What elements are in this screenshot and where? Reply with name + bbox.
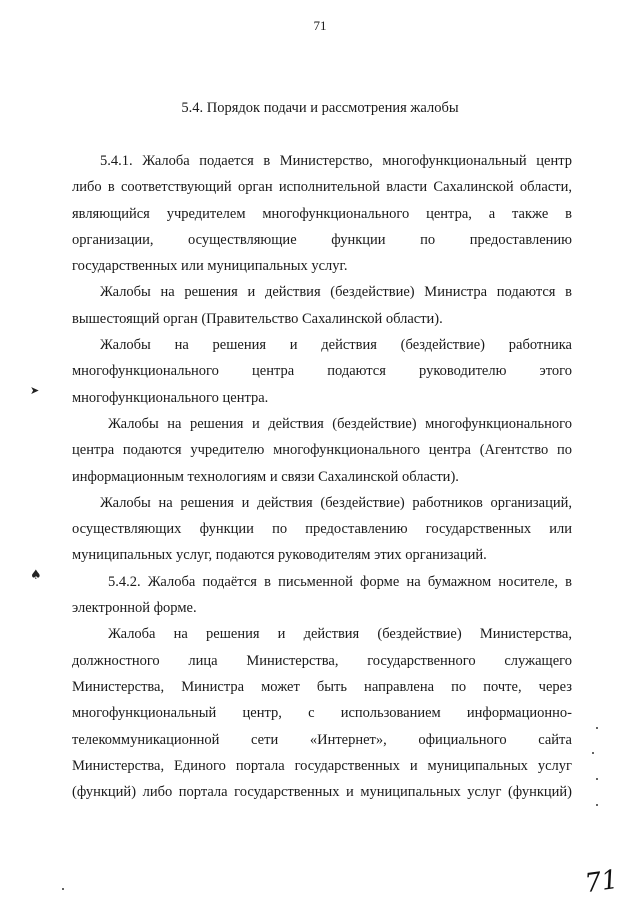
paragraph-mfc-complaints <box>72 411 572 490</box>
scan-speck <box>592 752 594 754</box>
handwritten-page-mark: 71 <box>582 864 620 900</box>
page-number: 71 <box>313 18 327 33</box>
text-line: вышестоящий орган (Правительство Сахалинской области). <box>72 310 443 327</box>
section-title: 5.4. Порядок подачи и рассмотрения жалобы <box>181 100 459 116</box>
text-line: государственных или муниципальных услуг. <box>72 258 348 275</box>
text-line: 5.4.1. Жалоба подается в Министерство, многофункциональный центр <box>100 153 572 169</box>
text-line: информационным технологиям и связи Сахалинской области). <box>72 468 459 485</box>
margin-spade-mark: ♠ <box>30 568 42 583</box>
scan-speck <box>62 888 64 890</box>
scan-speck <box>596 778 598 780</box>
paragraph-5-4-2 <box>72 569 572 622</box>
body-text <box>72 148 572 805</box>
paragraph-submission-channels <box>72 621 572 805</box>
text-line: Жалобы на решения и действия (бездействие) работника <box>100 337 572 354</box>
text-line: (функций) либо портала государственных и муниципальных услуг (функций) <box>72 784 572 801</box>
text-line: многофункционального центра. <box>72 389 269 406</box>
text-line: электронной форме. <box>72 600 197 617</box>
text-line: многофункциональный центр, с использованием информационно- <box>72 705 572 722</box>
text-line: Жалобы на решения и действия (бездействие) многофункционального <box>108 415 572 432</box>
text-line: Министерства, Единого портала государственных и муниципальных услуг <box>72 757 572 774</box>
paragraph-minister-complaints <box>72 279 572 332</box>
text-line: организации, осуществляющие функции по предоставлению <box>72 231 572 248</box>
scan-speck <box>596 727 598 729</box>
text-line: Жалобы на решения и действия (бездействие) работников организаций, <box>100 494 572 511</box>
text-line: Жалоба на решения и действия (бездействие) Министерства, <box>108 626 572 643</box>
paragraph-mfc-worker-complaints <box>72 332 572 411</box>
scan-speck <box>596 804 598 806</box>
text-line: Министерства, Министра может быть направлена по почте, через <box>72 678 572 695</box>
text-line: 5.4.2. Жалоба подаётся в письменной форме на бумажном носителе, в <box>108 573 572 590</box>
text-line: Жалобы на решения и действия (бездействие) Министра подаются в <box>100 284 572 301</box>
text-line: являющийся учредителем многофункционального центра, а также в <box>72 205 572 222</box>
paragraph-organization-complaints <box>72 490 572 569</box>
paragraph-5-4-1 <box>72 148 572 279</box>
text-line: телекоммуникационной сети «Интернет», официального сайта <box>72 731 572 748</box>
text-line: центра подаются учредителю многофункционального центра (Агентство по <box>72 442 572 459</box>
text-line: осуществляющих функции по предоставлению государственных или <box>72 521 572 538</box>
margin-arrow-mark: ➤ <box>30 384 40 397</box>
text-line: многофункционального центра подаются руководителю этого <box>72 363 572 380</box>
text-line: либо в соответствующий орган исполнительной власти Сахалинской области, <box>72 179 572 196</box>
text-line: должностного лица Министерства, государственного служащего <box>72 652 572 669</box>
text-line: муниципальных услуг, подаются руководителям этих организаций. <box>72 547 487 564</box>
